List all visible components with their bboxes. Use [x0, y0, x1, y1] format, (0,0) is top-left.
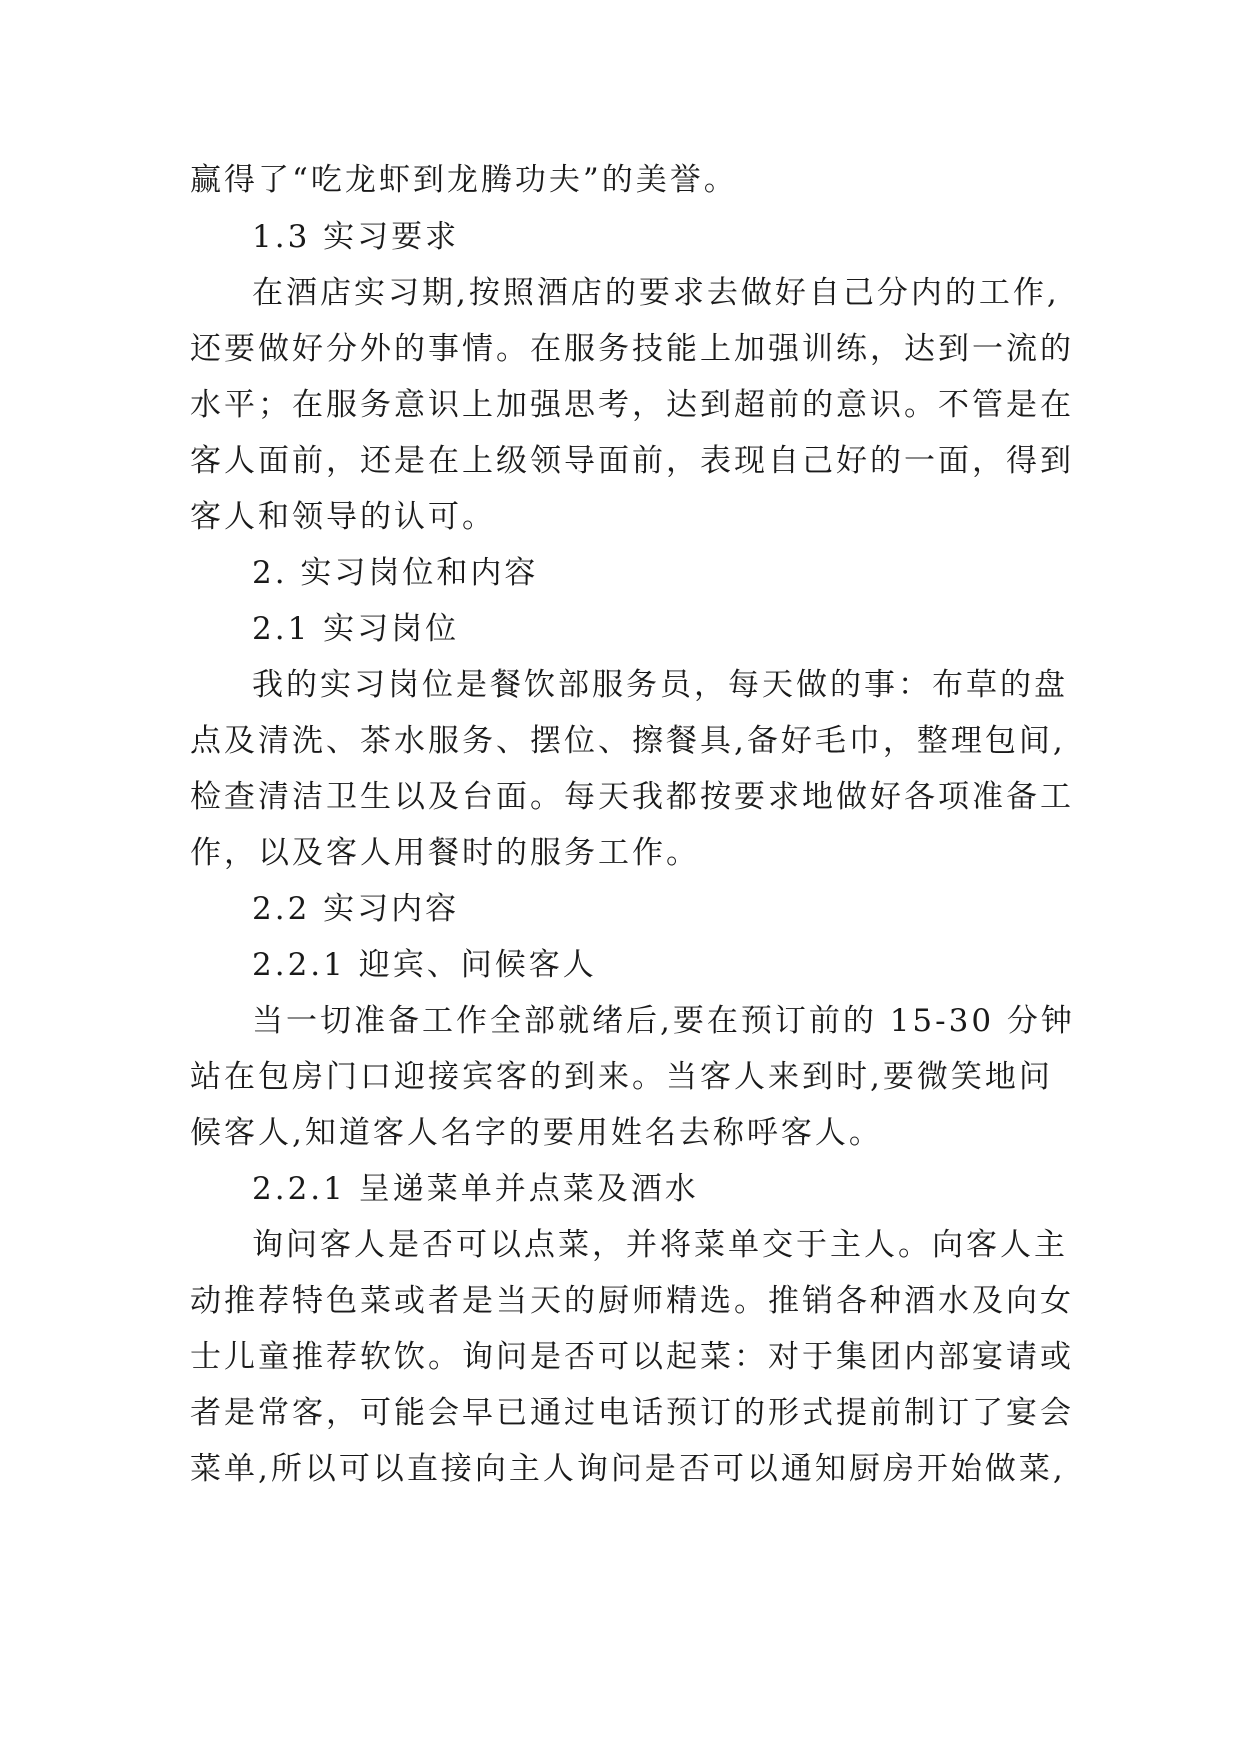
section-heading-2-2-1-a: 2.2.1 迎宾、问候客人 — [252, 947, 597, 983]
section-heading-2: 2. 实习岗位和内容 — [252, 555, 539, 591]
text-line-7: 客人和领导的认可。 — [190, 499, 496, 535]
text-line-13: 作，以及客人用餐时的服务工作。 — [190, 835, 700, 871]
text-line-18: 候客人,知道客人名字的要用姓名去称呼客人。 — [190, 1115, 883, 1151]
text-line-6: 客人面前，还是在上级领导面前，表现自己好的一面，得到 — [190, 443, 1074, 479]
text-line-22: 士儿童推荐软饮。询问是否可以起菜：对于集团内部宴请或 — [190, 1339, 1074, 1375]
text-line-1: 赢得了“吃龙虾到龙腾功夫”的美誉。 — [190, 162, 738, 198]
section-heading-1-3: 1.3 实习要求 — [252, 219, 460, 255]
section-heading-2-2: 2.2 实习内容 — [252, 891, 460, 927]
section-heading-2-1: 2.1 实习岗位 — [252, 611, 460, 647]
text-line-4: 还要做好分外的事情。在服务技能上加强训练，达到一流的 — [190, 331, 1074, 367]
section-heading-2-2-1-b: 2.2.1 呈递菜单并点菜及酒水 — [252, 1171, 699, 1207]
text-line-5: 水平；在服务意识上加强思考，达到超前的意识。不管是在 — [190, 387, 1074, 423]
text-line-12: 检查清洁卫生以及台面。每天我都按要求地做好各项准备工 — [190, 779, 1074, 815]
text-line-23: 者是常客，可能会早已通过电话预订的形式提前制订了宴会 — [190, 1395, 1074, 1431]
text-line-10: 我的实习岗位是餐饮部服务员，每天做的事：布草的盘 — [252, 667, 1068, 703]
text-line-21: 动推荐特色菜或者是当天的厨师精选。推销各种酒水及向女 — [190, 1283, 1074, 1319]
text-line-24: 菜单,所以可以直接向主人询问是否可以通知厨房开始做菜, — [190, 1451, 1066, 1487]
text-line-17: 站在包房门口迎接宾客的到来。当客人来到时,要微笑地问 — [190, 1059, 1053, 1095]
text-line-3: 在酒店实习期,按照酒店的要求去做好自己分内的工作, — [252, 275, 1060, 311]
text-line-16: 当一切准备工作全部就绪后,要在预订前的 15-30 分钟 — [252, 1003, 1075, 1039]
text-line-20: 询问客人是否可以点菜，并将菜单交于主人。向客人主 — [252, 1227, 1068, 1263]
text-line-11: 点及清洗、茶水服务、摆位、擦餐具,备好毛巾，整理包间, — [190, 723, 1066, 759]
